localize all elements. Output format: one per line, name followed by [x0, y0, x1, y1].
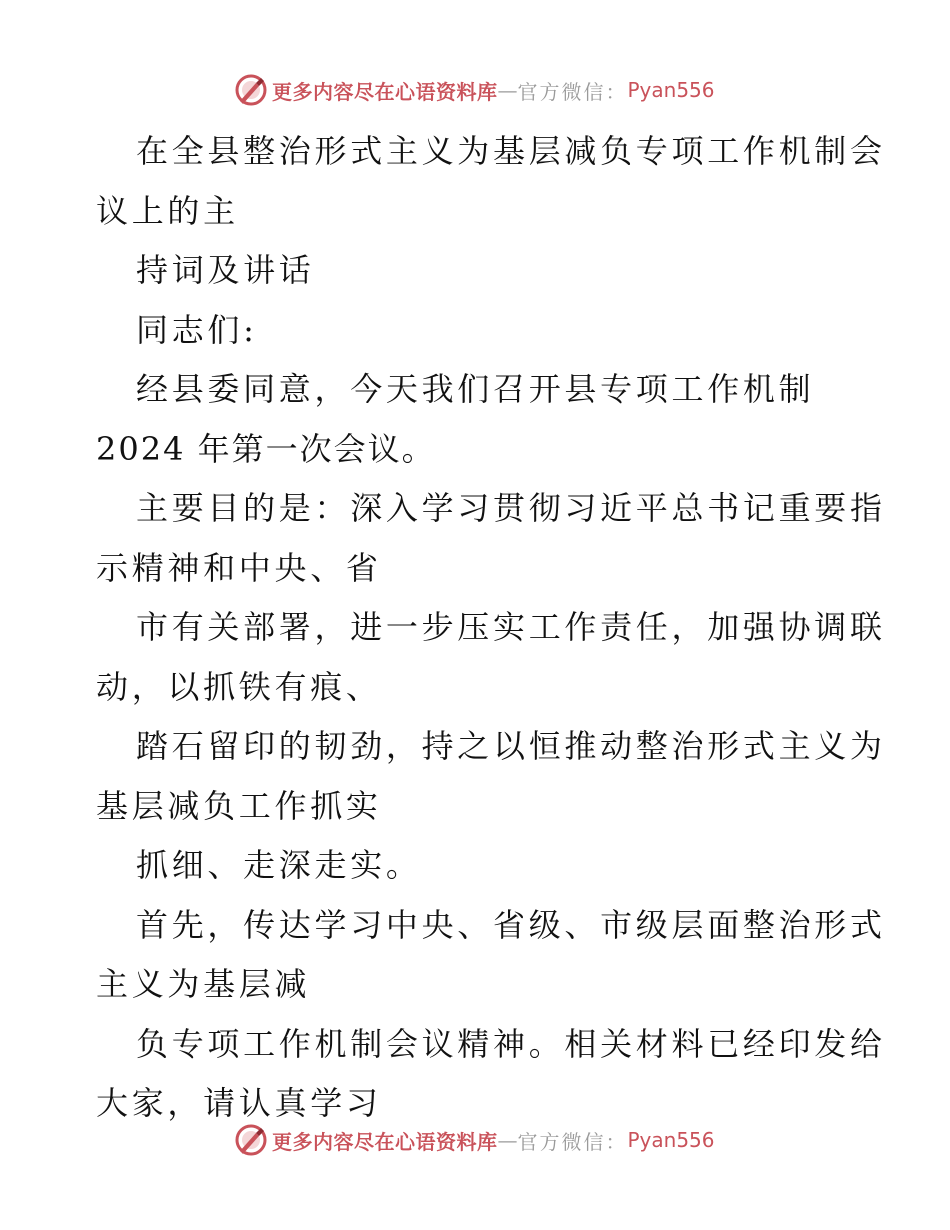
- paragraph-line: 示精神和中央、省: [96, 548, 382, 587]
- paragraph-line: 市有关部署，进一步压实工作责任，加强协调联: [136, 608, 886, 646]
- paragraph-line: 踏石留印的韧劲，持之以恒推动整治形式主义为: [136, 727, 886, 765]
- paragraph-line: 大家，请认真学习: [96, 1084, 382, 1122]
- pen-logo-icon: [234, 1123, 268, 1157]
- watermark-official-label: 官方微信：: [517, 1129, 628, 1154]
- footer-watermark: [234, 1122, 715, 1158]
- watermark-wechat-id: Pyan556: [627, 78, 715, 102]
- paragraph-line: 经县委同意，今天我们召开县专项工作机制: [136, 370, 815, 408]
- header-watermark: [234, 72, 715, 108]
- paragraph-line: 基层减负工作抓实: [96, 786, 382, 825]
- paragraph-line: 负专项工作机制会议精神。相关材料已经印发给: [136, 1024, 886, 1063]
- paragraph-line: 2024 年第一次会议。: [96, 429, 436, 468]
- paragraph-line: 主要目的是：深入学习贯彻习近平总书记重要指: [136, 489, 886, 527]
- salutation: 同志们:: [136, 310, 258, 349]
- title-line-1: 在全县整治形式主义为基层减负专项工作机制会: [136, 132, 886, 170]
- paragraph-line: 首先，传达学习中央、省级、市级层面整治形式: [136, 905, 886, 944]
- watermark-wechat-id: Pyan556: [627, 1128, 715, 1152]
- paragraph-line: 抓细、走深走实。: [136, 846, 422, 884]
- paragraph-line: 主义为基层减: [96, 965, 311, 1003]
- watermark-dash: —: [497, 78, 518, 102]
- watermark-dash: —: [497, 1128, 518, 1152]
- pen-logo-icon: [234, 73, 268, 107]
- document-body: [96, 122, 886, 1134]
- paragraph-line: 动，以抓铁有痕、: [96, 667, 382, 706]
- watermark-brand: 更多内容尽在心语资料库: [272, 1129, 498, 1154]
- watermark-official-label: 官方微信：: [517, 79, 628, 104]
- title-line-2: 议上的主: [96, 191, 239, 230]
- title-line-3: 持词及讲话: [136, 251, 315, 289]
- watermark-brand: 更多内容尽在心语资料库: [272, 79, 498, 104]
